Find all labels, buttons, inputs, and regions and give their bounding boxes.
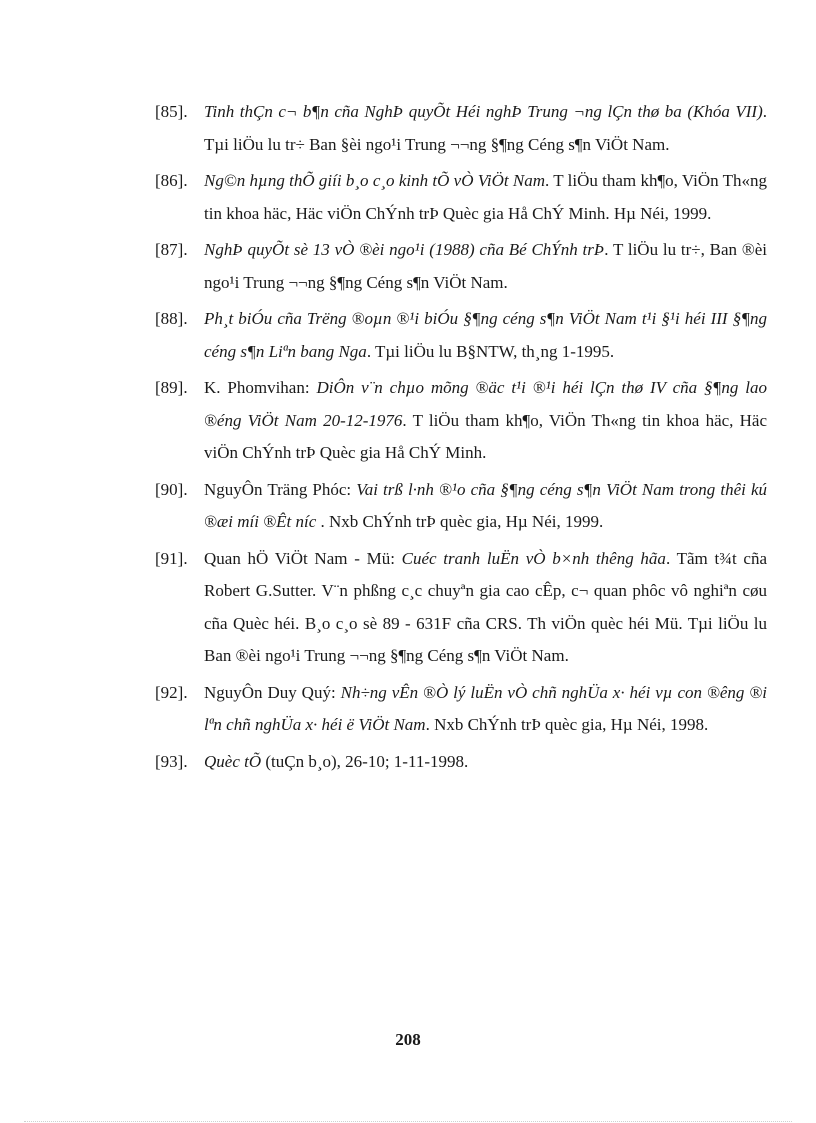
- reference-number: [90].: [155, 479, 188, 499]
- reference-title: Vai trß l·nh ®¹o cña §¶ng céng s¶n ViÖt Nam trong thêi kú ®æi míi ®Êt níc: [204, 479, 767, 531]
- reference-number: [91].: [155, 548, 188, 568]
- reference-title: Ng©n hµng thÕ giíi b¸o c¸o kinh tÕ vÒ ViÖt Nam: [204, 171, 546, 190]
- reference-number: [93].: [155, 751, 188, 771]
- reference-author: NguyÔn Träng Phóc:: [204, 479, 357, 499]
- reference-list: [155, 96, 767, 782]
- reference-item-90: [155, 474, 767, 539]
- reference-title: Cuéc tranh luËn vÒ b×nh thêng hãa: [401, 548, 666, 568]
- reference-author: Quan hÖ ViÖt Nam - Mü:: [204, 548, 402, 568]
- page-edge-divider: [24, 1121, 792, 1122]
- reference-number: [92].: [155, 682, 188, 702]
- reference-details: (tuÇn b¸o), 26-10; 1-11-1998.: [261, 751, 469, 771]
- reference-item-91: [155, 543, 767, 673]
- reference-details: . Nxb ChÝnh trÞ quèc gia, Hµ Néi, 1999.: [320, 512, 604, 531]
- reference-number: [87].: [155, 240, 188, 259]
- reference-item-88: [155, 303, 767, 368]
- reference-author: K. Phomvihan:: [204, 378, 317, 397]
- reference-title: Ph¸t biÓu cña Trëng ®oµn ®¹i biÓu §¶ng céng s¶n ViÖt Nam t¹i §¹i héi III §¶ng céng s¶n Liªn bang Nga: [204, 309, 767, 361]
- reference-details: . Nxb ChÝnh trÞ quèc gia, Hµ Néi, 1998.: [425, 715, 709, 734]
- reference-number: [85].: [155, 102, 188, 121]
- reference-title: Nh÷ng vÊn ®Ò lý luËn vÒ chñ nghÜa x· héi vµ con ®êng ®i lªn chñ nghÜa x· héi ë ViÖt Nam: [204, 682, 767, 734]
- reference-item-89: [155, 372, 767, 470]
- reference-details: . T liÖu tham kh¶o, ViÖn Th«ng tin khoa häc, Häc viÖn ChÝnh trÞ Quèc gia Hå ChÝ Minh. Hµ Néi, 1999.: [204, 171, 768, 223]
- reference-details: . T liÖu tham kh¶o, ViÖn Th«ng tin khoa häc, Häc viÖn ChÝnh trÞ Quèc gia Hå ChÝ Minh.: [204, 410, 767, 462]
- reference-number: [88].: [155, 309, 188, 328]
- reference-details: . Tµi liÖu lu B§NTW, th¸ng 1-1995.: [366, 341, 615, 361]
- reference-item-86: [155, 165, 767, 230]
- reference-item-87: [155, 234, 767, 299]
- reference-title: Tinh thÇn c¬ b¶n cña NghÞ quyÕt Héi nghÞ Trung ¬ng lÇn thø ba (Khóa VII): [204, 102, 763, 121]
- reference-details: . T liÖu lu tr÷, Ban ®èi ngo¹i Trung ¬¬ng §¶ng Céng s¶n ViÖt Nam.: [204, 240, 768, 292]
- page-number: 208: [395, 1030, 421, 1049]
- reference-title: NghÞ quyÕt sè 13 vÒ ®èi ngo¹i (1988) cña Bé ChÝnh trÞ: [204, 240, 605, 259]
- reference-number: [89].: [155, 378, 188, 397]
- reference-item-85: [155, 96, 767, 161]
- reference-item-93: [155, 746, 767, 779]
- reference-title: DiÔn v¨n chµo mõng ®äc t¹i ®¹i héi lÇn thø IV cña §¶ng lao ®éng ViÖt Nam 20-12-1976: [204, 378, 767, 430]
- reference-number: [86].: [155, 171, 188, 190]
- reference-author: NguyÔn Duy Quý:: [204, 682, 341, 702]
- reference-title: Quèc tÕ: [204, 751, 262, 771]
- reference-details: . Tµi liÖu lu tr÷ Ban §èi ngo¹i Trung ¬¬ng §¶ng Céng s¶n ViÖt Nam.: [204, 102, 767, 154]
- reference-details: . Tãm t¾t cña Robert G.Sutter. V¨n phßng c¸c chuyªn gia cao cÊp, c¬ quan phôc vô nghiªn cøu cña Quèc héi. B¸o c¸o sè 89 - 631F cña CRS. Th viÖn quèc héi Mü. Tµi liÖu lu Ban ®èi ngo¹i Trung ¬¬ng §¶ng Céng s¶n ViÖt Nam.: [204, 548, 767, 665]
- reference-item-92: [155, 677, 767, 742]
